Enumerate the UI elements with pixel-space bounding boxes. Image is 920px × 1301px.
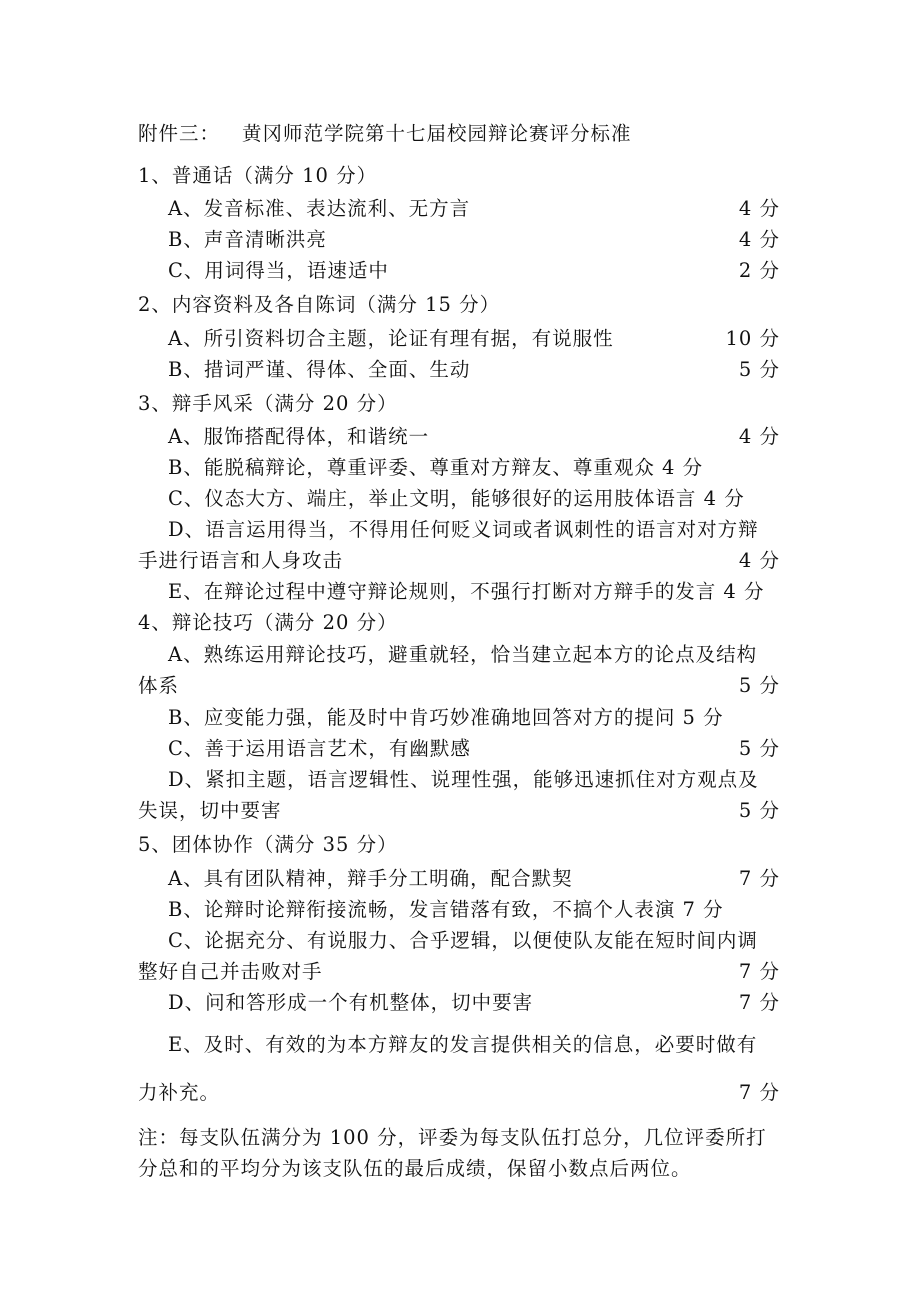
s3-item-a-text: A、服饰搭配得体，和谐统一 (168, 425, 430, 448)
title-prefix: 附件三： (138, 122, 221, 145)
s2-item-b (168, 356, 780, 384)
s3-item-d-line2 (138, 547, 780, 575)
s2-item-a-score: 10 分 (725, 327, 780, 350)
s4-item-a-cont: 体系 (138, 674, 180, 697)
s4-item-d-line2 (138, 797, 780, 825)
s4-item-c (168, 735, 780, 763)
section-5-heading: 5、团体协作（满分 35 分） (138, 833, 398, 856)
section-2-heading: 2、内容资料及各自陈词（满分 15 分） (138, 293, 501, 316)
s5-item-a-text: A、具有团队精神，辩手分工明确，配合默契 (168, 867, 573, 890)
s5-item-b: B、论辩时论辩衔接流畅，发言错落有致，不搞个人表演 7 分 (168, 898, 724, 921)
s3-item-d-cont: 手进行语言和人身攻击 (138, 549, 344, 572)
s3-item-b: B、能脱稿辩论，尊重评委、尊重对方辩友、尊重观众 4 分 (168, 456, 704, 479)
s5-item-d (168, 989, 780, 1017)
s2-item-b-text: B、措词严谨、得体、全面、生动 (168, 358, 471, 381)
s5-item-c-cont: 整好自己并击败对手 (138, 960, 323, 983)
doc-title (138, 120, 780, 148)
s4-item-c-text: C、善于运用语言艺术，有幽默感 (168, 737, 471, 760)
s5-item-d-text: D、问和答形成一个有机整体，切中要害 (168, 991, 534, 1014)
s5-item-a (168, 865, 780, 893)
s5-item-c-score: 7 分 (738, 960, 780, 983)
section-1-heading: 1、普通话（满分 10 分） (138, 164, 378, 187)
s3-item-c: C、仪态大方、端庄，举止文明，能够很好的运用肢体语言 4 分 (168, 487, 745, 510)
s3-item-e: E、在辩论过程中遵守辩论规则，不强行打断对方辩手的发言 4 分 (168, 580, 765, 603)
s4-item-a-line1: A、熟练运用辩论技巧，避重就轻，恰当建立起本方的论点及结构 (168, 643, 758, 666)
s1-item-b (168, 226, 780, 254)
s3-item-a (168, 423, 780, 451)
s2-item-a (168, 325, 780, 353)
s5-item-a-score: 7 分 (738, 867, 780, 890)
s5-item-e-cont: 力补充。 (138, 1081, 221, 1104)
s4-item-c-score: 5 分 (738, 737, 780, 760)
s5-item-e-line2 (138, 1079, 780, 1107)
s5-item-d-score: 7 分 (738, 991, 780, 1014)
s1-item-a (168, 195, 780, 223)
s4-item-d-score: 5 分 (738, 799, 780, 822)
footnote: 注：每支队伍满分为 100 分，评委为每支队伍打总分，几位评委所打分总和的平均分为该支队伍的最后成绩，保留小数点后两位。 (138, 1126, 767, 1180)
s1-item-a-score: 4 分 (738, 197, 780, 220)
s1-item-c-score: 2 分 (738, 259, 780, 282)
s1-item-c-text: C、用词得当，语速适中 (168, 259, 389, 282)
s1-item-c (168, 257, 780, 285)
s1-item-b-score: 4 分 (738, 228, 780, 251)
title-text: 黄冈师范学院第十七届校园辩论赛评分标准 (242, 122, 632, 145)
s5-item-e-score: 7 分 (738, 1081, 780, 1104)
section-3-heading: 3、辩手风采（满分 20 分） (138, 392, 398, 415)
s2-item-a-text: A、所引资料切合主题，论证有理有据，有说服性 (168, 327, 614, 350)
s4-item-d-line1: D、紧扣主题，语言逻辑性、说理性强，能够迅速抓住对方观点及 (168, 768, 759, 791)
s4-item-a-score: 5 分 (738, 674, 780, 697)
s2-item-b-score: 5 分 (738, 358, 780, 381)
s5-item-e-line1: E、及时、有效的为本方辩友的发言提供相关的信息，必要时做有 (168, 1033, 758, 1056)
s3-item-a-score: 4 分 (738, 425, 780, 448)
s5-item-c-line2 (138, 958, 780, 986)
s5-item-c-line1: C、论据充分、有说服力、合乎逻辑，以便使队友能在短时间内调 (168, 929, 758, 952)
s1-item-b-text: B、声音清晰洪亮 (168, 228, 327, 251)
section-4-heading: 4、辩论技巧（满分 20 分） (138, 611, 398, 634)
s3-item-d-score: 4 分 (738, 549, 780, 572)
s1-item-a-text: A、发音标准、表达流利、无方言 (168, 197, 471, 220)
s3-item-d-line1: D、语言运用得当，不得用任何贬义词或者讽刺性的语言对对方辩 (168, 518, 759, 541)
s4-item-d-cont: 失误，切中要害 (138, 799, 282, 822)
s4-item-a-line2 (138, 672, 780, 700)
s4-item-b: B、应变能力强，能及时中肯巧妙准确地回答对方的提问 5 分 (168, 706, 724, 729)
